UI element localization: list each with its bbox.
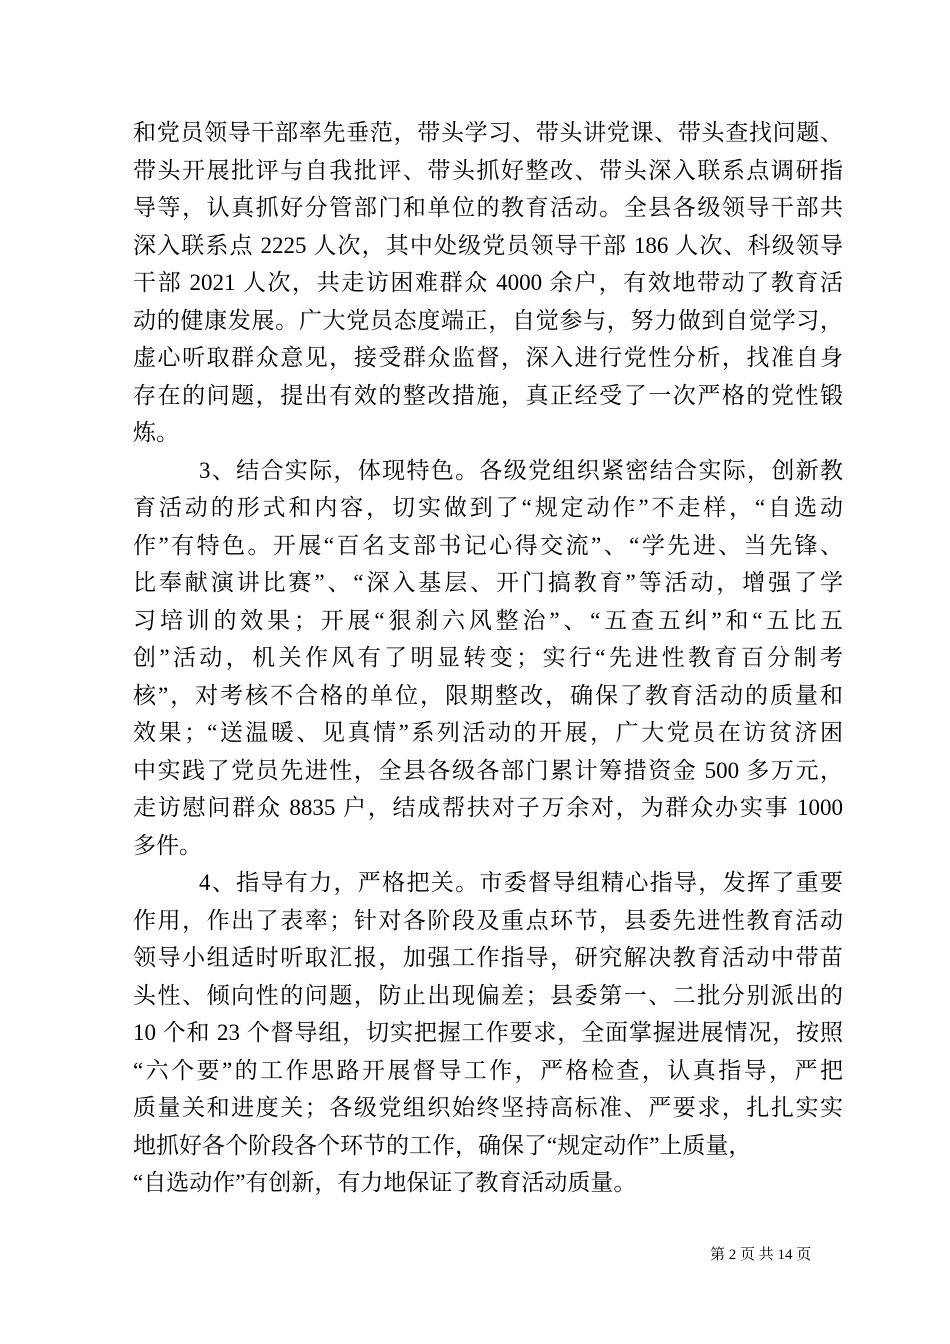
text-line: 干部 2021 人次，共走访困难群众 4000 余户，有效地带动了教育活 (133, 270, 843, 295)
text-line: 育活动的形式和内容，切实做到了“规定动作”不走样，“自选动 (133, 495, 843, 520)
text-line: 作”有特色。开展“百名支部书记心得交流”、“学先进、当先锋、 (133, 532, 843, 558)
text-line: 质量关和进度关；各级党组织始终坚持高标准、严要求，扎扎实实 (133, 1095, 843, 1120)
text-line: 10 个和 23 个督导组，切实把握工作要求，全面掌握进展情况，按照 (133, 1020, 843, 1045)
text-line: 和党员领导干部率先垂范，带头学习、带头讲党课、带头查找问题、 (133, 120, 843, 145)
text-line: 虚心听取群众意见，接受群众监督，深入进行党性分析，找准自身 (133, 345, 843, 370)
text-line: 深入联系点 2225 人次，其中处级党员领导干部 186 人次、科级领导 (133, 232, 843, 258)
text-line: 头性、倾向性的问题，防止出现偏差；县委第一、二批分别派出的 (133, 982, 843, 1008)
text-line: 导等，认真抓好分管部门和单位的教育活动。全县各级领导干部共 (133, 195, 843, 220)
text-line: 存在的问题，提出有效的整改措施，真正经受了一次严格的党性锻 (133, 382, 843, 408)
text-line: 多件。 (133, 832, 202, 858)
text-line: 地抓好各个阶段各个环节的工作，确保了“规定动作”上质量， (133, 1132, 752, 1158)
text-line: 比奉献演讲比赛”、“深入基层、开门搞教育”等活动，增强了学 (133, 570, 843, 595)
text-line: 走访慰问群众 8835 户，结成帮扶对子万余对，为群众办实事 1000 (133, 795, 843, 820)
text-line: 4、指导有力，严格把关。市委督导组精心指导，发挥了重要 (199, 870, 843, 895)
text-line: 领导小组适时听取汇报，加强工作指导，研究解决教育活动中带苗 (133, 945, 843, 970)
text-line: 效果；“送温暖、见真情”系列活动的开展，广大党员在访贫济困 (133, 720, 843, 745)
page-footer (710, 1246, 811, 1264)
text-line: 创”活动，机关作风有了明显转变；实行“先进性教育百分制考 (133, 645, 843, 670)
text-line: 炼。 (133, 420, 179, 445)
text-line: 核”，对考核不合格的单位，限期整改，确保了教育活动的质量和 (133, 682, 843, 708)
text-line: 带头开展批评与自我批评、带头抓好整改、带头深入联系点调研指 (133, 157, 843, 183)
text-line: 中实践了党员先进性，全县各级各部门累计筹措资金 500 多万元， (133, 757, 843, 783)
text-line: 作用，作出了表率；针对各阶段及重点环节，县委先进性教育活动 (133, 907, 843, 933)
text-line: 动的健康发展。广大党员态度端正，自觉参与，努力做到自觉学习， (133, 307, 843, 333)
text-line: 习培训的效果；开展“狠刹六风整治”、“五查五纠”和“五比五 (133, 607, 843, 633)
body-text (133, 114, 843, 1202)
text-line: 3、结合实际，体现特色。各级党组织紧密结合实际，创新教 (199, 457, 843, 483)
page-number-label: 第 2 页 共 14 页 (710, 1247, 812, 1263)
text-line: “自选动作”有创新，有力地保证了教育活动质量。 (133, 1170, 637, 1195)
text-line: “六个要”的工作思路开展督导工作，严格检查，认真指导，严把 (133, 1057, 843, 1083)
